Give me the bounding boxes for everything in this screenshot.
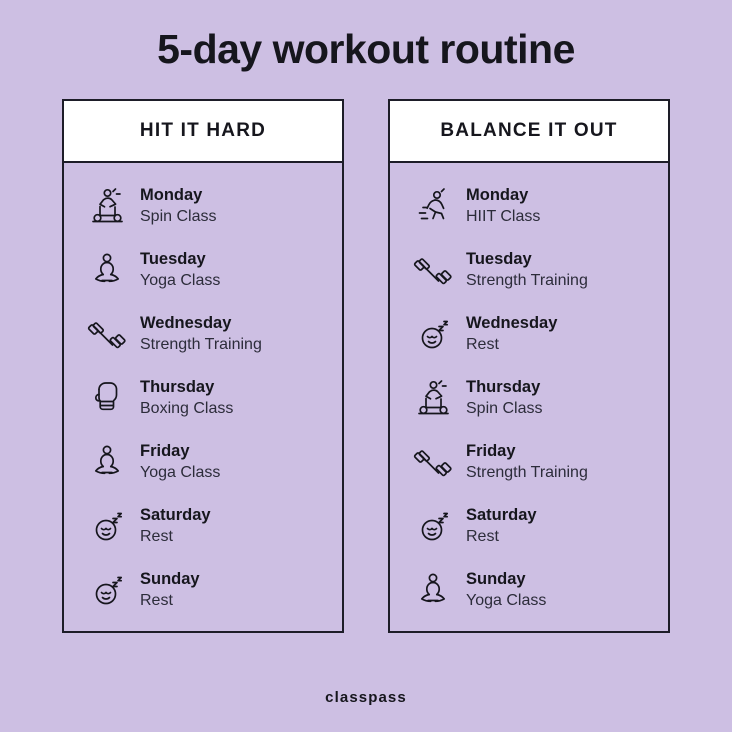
list-item bbox=[64, 307, 342, 361]
list-item bbox=[64, 435, 342, 489]
dumbbell-icon bbox=[412, 248, 454, 292]
page-title: 5-day workout routine bbox=[157, 26, 575, 72]
routine-card-hit-it-hard bbox=[62, 99, 344, 633]
card-body bbox=[390, 163, 668, 631]
activity-label: Strength Training bbox=[466, 463, 588, 481]
hiit-runner-icon bbox=[412, 184, 454, 228]
list-item bbox=[64, 243, 342, 297]
list-item bbox=[390, 435, 668, 489]
activity-label: Strength Training bbox=[466, 271, 588, 289]
list-item bbox=[390, 499, 668, 553]
list-item-text bbox=[466, 185, 540, 227]
sleeping-face-icon bbox=[86, 504, 128, 548]
card-body bbox=[64, 163, 342, 631]
day-label: Friday bbox=[140, 441, 190, 460]
list-item-text bbox=[140, 377, 233, 419]
list-item bbox=[64, 563, 342, 617]
brand-wordmark: classpass bbox=[325, 689, 407, 706]
day-label: Sunday bbox=[140, 569, 200, 588]
activity-label: Rest bbox=[140, 527, 173, 545]
routine-columns bbox=[0, 99, 732, 633]
card-header-label: BALANCE IT OUT bbox=[390, 101, 668, 163]
list-item-text bbox=[466, 249, 588, 291]
list-item bbox=[64, 371, 342, 425]
day-label: Tuesday bbox=[466, 249, 532, 268]
dumbbell-icon bbox=[86, 312, 128, 356]
day-label: Sunday bbox=[466, 569, 526, 588]
activity-label: Rest bbox=[140, 591, 173, 609]
list-item-text bbox=[140, 569, 200, 611]
day-label: Friday bbox=[466, 441, 516, 460]
yoga-lotus-icon bbox=[86, 440, 128, 484]
sleeping-face-icon bbox=[412, 504, 454, 548]
activity-label: Spin Class bbox=[140, 207, 217, 225]
day-label: Thursday bbox=[466, 377, 541, 396]
yoga-lotus-icon bbox=[86, 248, 128, 292]
activity-label: HIIT Class bbox=[466, 207, 541, 225]
list-item-text bbox=[140, 249, 220, 291]
activity-label: Spin Class bbox=[466, 399, 543, 417]
list-item bbox=[390, 563, 668, 617]
list-item-text bbox=[140, 185, 216, 227]
activity-label: Yoga Class bbox=[466, 591, 547, 609]
routine-card-balance-it-out bbox=[388, 99, 670, 633]
day-label: Wednesday bbox=[140, 313, 232, 332]
spin-bike-icon bbox=[86, 184, 128, 228]
list-item bbox=[64, 499, 342, 553]
list-item-text bbox=[466, 505, 537, 547]
activity-label: Boxing Class bbox=[140, 399, 234, 417]
day-label: Wednesday bbox=[466, 313, 558, 332]
boxing-glove-icon bbox=[86, 376, 128, 420]
list-item bbox=[390, 179, 668, 233]
list-item-text bbox=[466, 377, 542, 419]
list-item bbox=[390, 307, 668, 361]
list-item-text bbox=[466, 441, 588, 483]
sleeping-face-icon bbox=[86, 568, 128, 612]
list-item bbox=[64, 179, 342, 233]
day-label: Monday bbox=[466, 185, 529, 204]
yoga-lotus-icon bbox=[412, 568, 454, 612]
list-item-text bbox=[466, 313, 557, 355]
dumbbell-icon bbox=[412, 440, 454, 484]
activity-label: Rest bbox=[466, 527, 499, 545]
activity-label: Rest bbox=[466, 335, 499, 353]
list-item-text bbox=[140, 505, 211, 547]
list-item bbox=[390, 371, 668, 425]
list-item-text bbox=[466, 569, 546, 611]
activity-label: Yoga Class bbox=[140, 271, 221, 289]
sleeping-face-icon bbox=[412, 312, 454, 356]
list-item bbox=[390, 243, 668, 297]
list-item-text bbox=[140, 313, 262, 355]
day-label: Saturday bbox=[466, 505, 537, 524]
day-label: Saturday bbox=[140, 505, 211, 524]
list-item-text bbox=[140, 441, 220, 483]
day-label: Thursday bbox=[140, 377, 215, 396]
day-label: Monday bbox=[140, 185, 203, 204]
day-label: Tuesday bbox=[140, 249, 206, 268]
spin-bike-icon bbox=[412, 376, 454, 420]
card-header-label: HIT IT HARD bbox=[64, 101, 342, 163]
activity-label: Strength Training bbox=[140, 335, 262, 353]
activity-label: Yoga Class bbox=[140, 463, 221, 481]
